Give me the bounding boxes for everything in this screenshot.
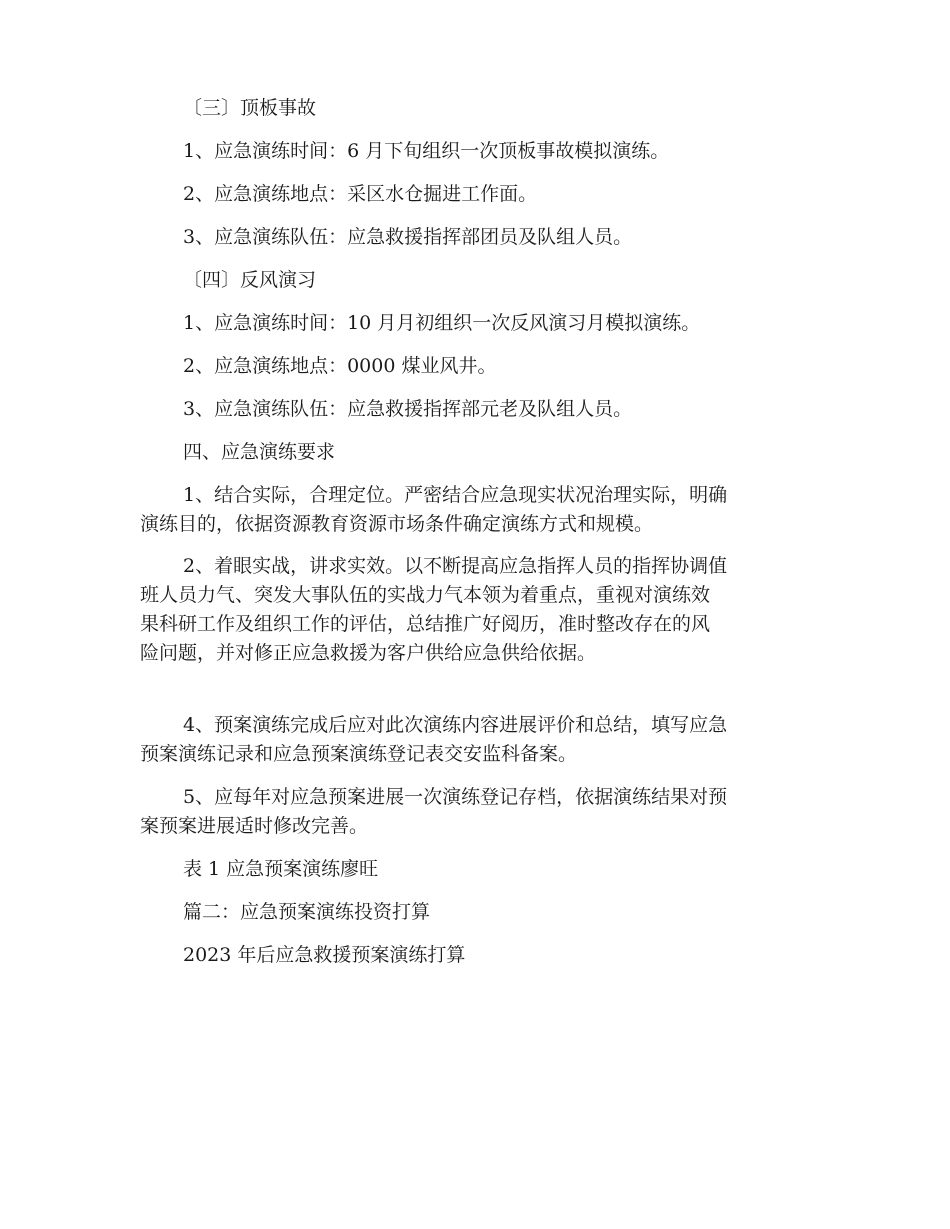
section-3-item-1: 1、应急演练时间：6 月下旬组织一次顶板事故模拟演练。 [183, 140, 670, 162]
requirement-1: 1、结合实际，合理定位。严密结合应急现实状况治理实际，明确 演练目的，依据资源教育资源市场条件确定演练方式和规模。 [140, 484, 728, 535]
section-3-item-3: 3、应急演练队伍：应急救援指挥部团员及队组人员。 [183, 226, 633, 248]
plan-title: 2023 年后应急救援预案演练打算 [183, 944, 466, 966]
requirement-4: 4、预案演练完成后应对此次演练内容进展评价和总结，填写应急 预案演练记录和应急预案演练登记表交安监科备案。 [140, 714, 728, 765]
section-4-item-3: 3、应急演练队伍：应急救援指挥部元老及队组人员。 [183, 398, 633, 420]
section-3-heading: 〔三〕顶板事故 [183, 97, 317, 119]
requirement-2: 2、着眼实战，讲求实效。以不断提高应急指挥人员的指挥协调值 班人员力气、突发大事队伍的实战力气本领为着重点，重视对演练效 果科研工作及组织工作的评估，总结推广好阅历，准时整改存在的风 险问题，并对修正应急救援为客户供给应急供给依据。 [140, 555, 728, 664]
requirements-heading: 四、应急演练要求 [183, 441, 336, 463]
section-4-item-2: 2、应急演练地点：0000 煤业风井。 [183, 355, 497, 377]
table-caption: 表 1 应急预案演练廖旺 [183, 858, 379, 880]
section-3-item-2: 2、应急演练地点：采区水仓掘进工作面。 [183, 183, 538, 205]
section-4-heading: 〔四〕反风演习 [183, 269, 317, 291]
section-4-item-1: 1、应急演练时间：10 月月初组织一次反风演习月模拟演练。 [183, 312, 701, 334]
requirement-5: 5、应每年对应急预案进展一次演练登记存档，依据演练结果对预 案预案进展适时修改完善。 [140, 786, 728, 837]
part-2-heading: 篇二：应急预案演练投资打算 [183, 901, 431, 923]
